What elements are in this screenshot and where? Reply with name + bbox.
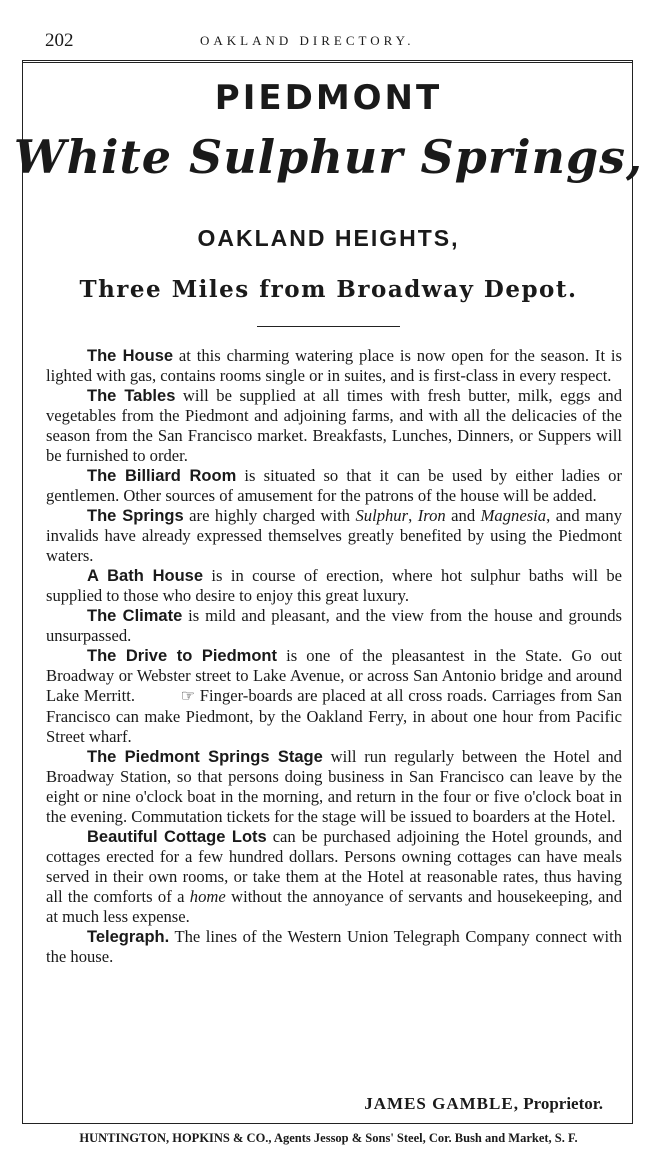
paragraph-lead: Beautiful Cottage Lots bbox=[87, 828, 267, 846]
paragraph-text: , bbox=[408, 506, 418, 525]
advert-body bbox=[46, 346, 622, 967]
paragraph-lead: The Springs bbox=[87, 507, 184, 525]
paragraph-cottage-lots bbox=[46, 827, 622, 927]
paragraph-lead: The Drive to Piedmont bbox=[87, 647, 277, 665]
proprietor-signature bbox=[364, 1094, 603, 1114]
mineral-sulphur: Sulphur bbox=[355, 506, 409, 525]
frame-top-rule bbox=[22, 62, 633, 63]
paragraph-lead: A Bath House bbox=[87, 567, 204, 585]
title-divider bbox=[257, 326, 400, 327]
paragraph-text: is one of the pleasantest in the State. Go out Broadway or Webster street to Lake Avenue, or across San Antonio bridge and around Lake Merritt. bbox=[46, 646, 622, 705]
paragraph-text: will be supplied at all times with fresh butter, milk, eggs and vegetables from the Piedmont and adjoining farms, and with all the delicacies of the season from the San Francisco market. Breakfasts, Lunches, Dinners, or Suppers will be furnished to order. bbox=[46, 386, 623, 465]
proprietor-name: JAMES GAMBLE, bbox=[364, 1094, 519, 1113]
paragraph-text: is in course of erection, where hot sulphur baths will be supplied to those who desire to enjoy this great luxury. bbox=[46, 566, 622, 605]
paragraph-bath-house bbox=[46, 566, 622, 606]
paragraph-lead: The Climate bbox=[87, 607, 183, 625]
paragraph-lead: The Billiard Room bbox=[87, 467, 237, 485]
page-footer: HUNTINGTON, HOPKINS & CO., Agents Jessop & Sons' Steel, Cor. Bush and Market, S. F. bbox=[79, 1131, 578, 1145]
mineral-magnesia: Magnesia bbox=[480, 506, 547, 525]
paragraph-text: can be purchased adjoining the Hotel grounds, and cottages erected for a few hundred dollars. Persons owning cottages can have meals served in their own rooms, or take them at the Hotel at reasonable rates, thus having all the comforts of a bbox=[46, 827, 623, 906]
paragraph-text: Finger-boards are placed at all cross roads. Carriages from San Francisco can make Piedmont, by the Oakland Ferry, in about one hour from Pacific Street wharf. bbox=[46, 686, 622, 746]
paragraph-text: without the annoyance of servants and housekeeping, and at much less expense. bbox=[46, 887, 622, 926]
paragraph-text: will run regularly between the Hotel and Broadway Station, so that persons doing business in San Francisco can leave by the eight or nine o'clock boat in the morning, and return in the four or five o'clock boat in the evening. Commutation tickets for the stage will be issued to boarders at the Hotel. bbox=[46, 747, 622, 826]
paragraph-text: , and many invalids have already expressed themselves greatly benefited by using the Piedmont waters. bbox=[46, 506, 623, 565]
pointing-hand-icon: ☞ bbox=[180, 688, 196, 705]
paragraph-house bbox=[46, 346, 622, 386]
advert-title-location: OAKLAND HEIGHTS, bbox=[197, 225, 460, 251]
page-number: 202 bbox=[45, 30, 74, 51]
paragraph-telegraph bbox=[46, 927, 622, 967]
paragraph-text: and bbox=[445, 506, 481, 525]
paragraph-lead: The House bbox=[87, 347, 174, 365]
paragraph-text: The lines of the Western Union Telegraph Company connect with the house. bbox=[46, 927, 622, 966]
advert-title-piedmont: PIEDMONT bbox=[214, 78, 443, 118]
paragraph-climate bbox=[46, 606, 622, 646]
proprietor-title: Proprietor. bbox=[523, 1094, 603, 1113]
mineral-iron: Iron bbox=[417, 506, 446, 525]
running-head: OAKLAND DIRECTORY. bbox=[200, 33, 415, 48]
paragraph-drive bbox=[46, 646, 622, 747]
emphasis-home: home bbox=[189, 887, 226, 906]
advert-title-springs: White Sulphur Springs, bbox=[13, 130, 644, 184]
paragraph-billiard-room bbox=[46, 466, 622, 506]
paragraph-springs bbox=[46, 506, 622, 566]
paragraph-text: is mild and pleasant, and the view from the house and grounds unsurpassed. bbox=[46, 606, 622, 645]
paragraph-lead: Telegraph. bbox=[87, 928, 170, 946]
paragraph-tables bbox=[46, 386, 622, 466]
paragraph-text: are highly charged with bbox=[183, 506, 356, 525]
page-header bbox=[45, 30, 617, 54]
paragraph-text: is situated so that it can be used by either ladies or gentlemen. Other sources of amusement for the patrons of the house will be added. bbox=[46, 466, 622, 505]
paragraph-text: at this charming watering place is now open for the season. It is lighted with gas, contains rooms single or in suites, and is first-class in every respect. bbox=[46, 346, 622, 385]
paragraph-lead: The Tables bbox=[87, 387, 176, 405]
advert-title-distance: Three Miles from Broadway Depot. bbox=[79, 276, 578, 303]
paragraph-lead: The Piedmont Springs Stage bbox=[87, 748, 323, 766]
paragraph-stage bbox=[46, 747, 622, 827]
